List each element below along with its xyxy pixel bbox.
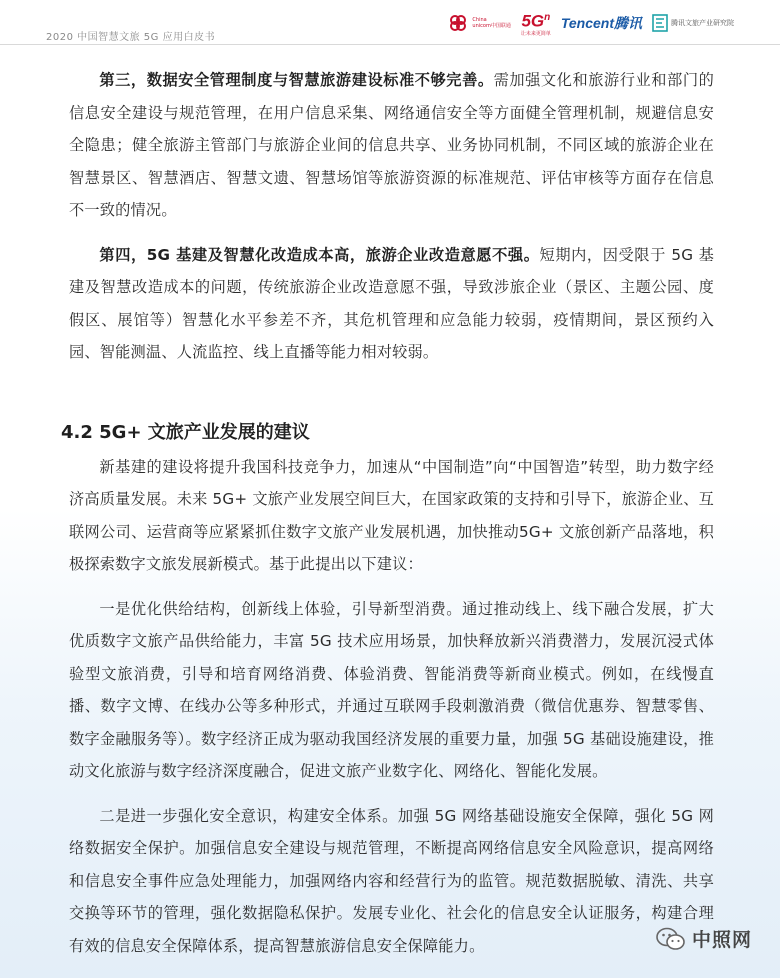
paragraph-suggestion-2: 二是进一步强化安全意识，构建安全体系。加强 5G 网络基础设施安全保障，强化 5G 网络数据安全保护。加强信息安全建设与规范管理，不断提高网络信息安全风险意识，提高网络和信息安全事件应急处理能力，加强网络内容和经营行为的监管。规范数据脱敏、清洗、共享交换等环节的管理，强化数据隐私保护。发展专业化、社会化的信息安全认证服务，构建合理有效的信息安全保障体系，提高智慧旅游信息安全保障能力。 xyxy=(69,806,714,955)
tencent-institute-logo xyxy=(652,14,734,32)
page-header xyxy=(0,0,780,46)
unicom-text-line1: China xyxy=(472,17,487,23)
5g-logo-sub: 让未来更简单 xyxy=(520,30,551,37)
paragraph-intro: 新基建的建设将提升我国科技竞争力，加速从“中国制造”向“中国智造”转型，助力数字经济高质量发展。未来 5G+ 文旅产业发展空间巨大，在国家政策的支持和引导下，旅游企业、互联网公司、运营商等应紧紧抓住数字文旅产业发展机遇，加快推动5G+ 文旅创新产品落地，积极探索数字文旅发展新模式。基于此提出以下建议： xyxy=(69,457,714,573)
document-body xyxy=(61,64,715,962)
watermark xyxy=(656,925,752,952)
unicom-text-line2: unicom中国联通 xyxy=(472,23,511,29)
5g-logo xyxy=(521,9,551,37)
watermark-text: 中照网 xyxy=(691,929,752,951)
tencent-logo: Tencent腾讯 xyxy=(560,15,642,31)
header-divider xyxy=(0,44,780,45)
section-heading: 4.2 5G+ 文旅产业发展的建议 xyxy=(61,421,310,443)
paragraph-third-point xyxy=(69,64,714,227)
paragraph-lead: 第三，数据安全管理制度与智慧旅游建设标准不够完善。 xyxy=(99,71,494,89)
china-unicom-logo xyxy=(447,12,510,34)
paragraph-fourth-point xyxy=(69,239,714,369)
header-title: 2020 中国智慧文旅 5G 应用白皮书 xyxy=(46,32,216,43)
institute-mark-icon xyxy=(652,14,668,32)
5g-logo-sup: n xyxy=(544,12,551,24)
paragraph-text: 需加强文化和旅游行业和部门的信息安全建设与规范管理，在用户信息采集、网络通信安全等方面健全管理机制，规避信息安全隐患；健全旅游主管部门与旅游企业间的信息共享、业务协同机制，不同区域的旅游企业在智慧景区、智慧酒店、智慧文遗、智慧场馆等旅游资源的标准规范、评估审核等方面存在信息不一致的情况。 xyxy=(69,71,714,219)
wechat-icon xyxy=(656,926,686,952)
paragraph-lead: 第四，5G 基建及智慧化改造成本高，旅游企业改造意愿不强。 xyxy=(99,245,540,264)
header-logos xyxy=(447,8,734,38)
institute-name: 腾讯文旅产业研究院 xyxy=(671,19,734,27)
paragraph-suggestion-1: 一是优化供给结构，创新线上体验，引导新型消费。通过推动线上、线下融合发展，扩大优质数字文旅产品供给能力，丰富 5G 技术应用场景，加快释放新兴消费潜力，发展沉浸式体验型文旅消费，引导和培育网络消费、体验消费、智能消费等新商业模式。例如，在线慢直播、数字文博、在线办公等多种形式，并通过互联网手段刺激消费（微信优惠券、智慧零售、数字金融服务等）。数字经济正成为驱动我国经济发展的重要力量，加强 5G 基础设施建设，推动文化旅游与数字经济深度融合，促进文旅产业数字化、网络化、智能化发展。 xyxy=(69,599,714,780)
paragraph-text: 短期内，因受限于 5G 基建及智慧改造成本的问题，传统旅游企业改造意愿不强，导致涉旅企业（景区、主题公园、度假区、展馆等）智慧化水平参差不齐，其危机管理和应急能力较弱，疫情期间，景区预约入园、智能测温、人流监控、线上直播等能力相对较弱。 xyxy=(69,245,715,361)
5g-logo-text: 5G xyxy=(521,11,545,31)
unicom-knot-icon xyxy=(447,12,469,34)
